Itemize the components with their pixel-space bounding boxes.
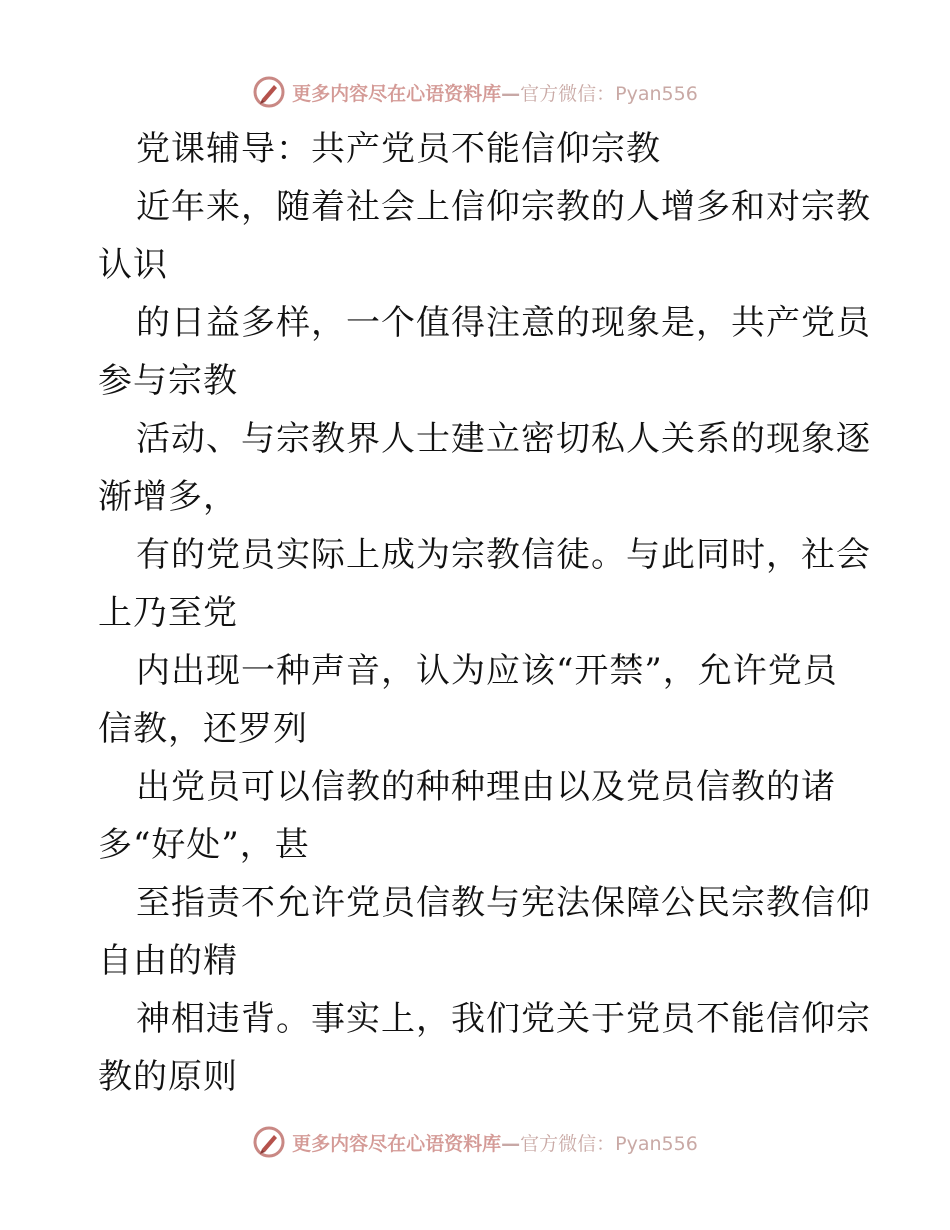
doc-line: 神相违背。事实上，我们党关于党员不能信仰宗 (136, 999, 871, 1039)
doc-line: 渐增多， (98, 477, 238, 517)
watermark-wechat: 官方微信：Pyan556 (520, 1132, 698, 1155)
doc-line: 多“好处”，甚 (98, 825, 310, 865)
watermark-text (292, 1129, 698, 1156)
doc-line: 出党员可以信教的种种理由以及党员信教的诸 (136, 767, 836, 807)
doc-line: 的日益多样，一个值得注意的现象是，共产党员 (136, 303, 871, 343)
footer-watermark (0, 1122, 950, 1162)
doc-line: 参与宗教 (98, 361, 238, 401)
document-body (98, 120, 871, 1106)
doc-line: 信教，还罗列 (98, 709, 308, 749)
doc-line: 活动、与宗教界人士建立密切私人关系的现象逐 (136, 419, 871, 459)
doc-line: 有的党员实际上成为宗教信徒。与此同时，社会 (136, 535, 871, 575)
watermark-separator: — (501, 1132, 521, 1155)
watermark-site: 更多内容尽在心语资料库 (292, 82, 502, 105)
pen-logo-icon (252, 1125, 286, 1159)
doc-line: 上乃至党 (98, 593, 238, 633)
pen-logo-icon (252, 75, 286, 109)
header-watermark (0, 72, 950, 112)
doc-line: 至指责不允许党员信教与宪法保障公民宗教信仰 (136, 883, 871, 923)
doc-line: 近年来，随着社会上信仰宗教的人增多和对宗教 (136, 187, 871, 227)
doc-line: 认识 (98, 245, 168, 285)
watermark-separator: — (501, 82, 521, 105)
doc-title: 党课辅导：共产党员不能信仰宗教 (136, 129, 661, 169)
doc-line: 教的原则 (98, 1057, 238, 1097)
doc-line: 自由的精 (98, 941, 238, 981)
doc-line: 内出现一种声音，认为应该“开禁”，允许党员 (136, 651, 838, 691)
watermark-site: 更多内容尽在心语资料库 (292, 1132, 502, 1155)
watermark-wechat: 官方微信：Pyan556 (520, 82, 698, 105)
watermark-text (292, 79, 698, 106)
